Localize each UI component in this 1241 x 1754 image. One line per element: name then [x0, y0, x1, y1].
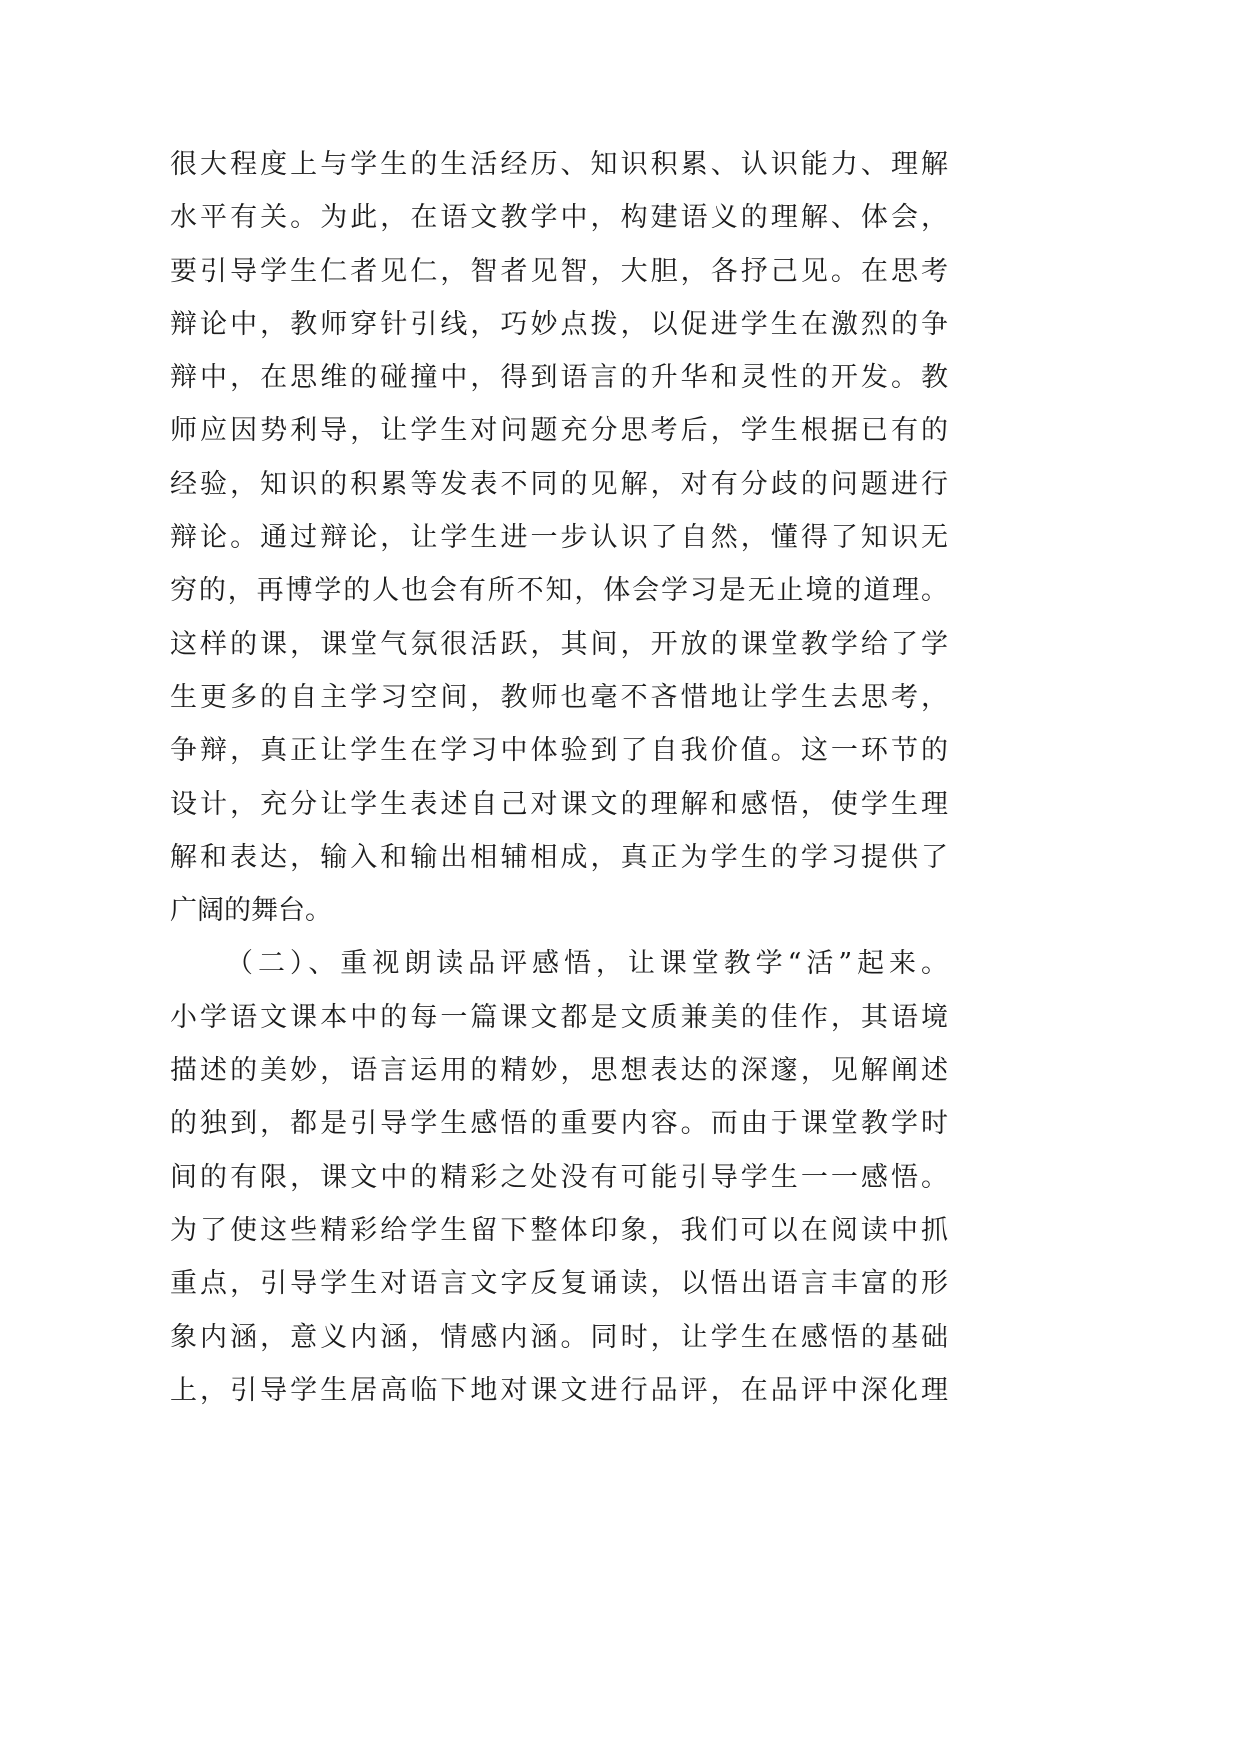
text-line: 辩论。通过辩论，让学生进一步认识了自然，懂得了知识无	[170, 522, 948, 554]
text-line: 广阔的舞台。	[170, 895, 332, 927]
document-body	[170, 138, 948, 1417]
text-line: 辩中，在思维的碰撞中，得到语言的升华和灵性的开发。教	[170, 362, 948, 394]
text-line: 辩论中，教师穿针引线，巧妙点拨，以促进学生在激烈的争	[170, 308, 948, 340]
text-line: 争辩，真正让学生在学习中体验到了自我价值。这一环节的	[170, 735, 948, 767]
text-line: 间的有限，课文中的精彩之处没有可能引导学生一一感悟。	[170, 1161, 948, 1193]
text-line: 水平有关。为此，在语文教学中，构建语义的理解、体会，	[170, 202, 948, 234]
text-line: 描述的美妙，语言运用的精妙，思想表达的深邃，见解阐述	[170, 1055, 948, 1087]
text-line: 小学语文课本中的每一篇课文都是文质兼美的佳作，其语境	[170, 1001, 948, 1033]
text-line: 象内涵，意义内涵，情感内涵。同时，让学生在感悟的基础	[170, 1321, 948, 1353]
text-line: 生更多的自主学习空间，教师也毫不吝惜地让学生去思考，	[170, 681, 948, 713]
text-line: 重点，引导学生对语言文字反复诵读，以悟出语言丰富的形	[170, 1268, 948, 1300]
text-line: 经验，知识的积累等发表不同的见解，对有分歧的问题进行	[170, 468, 948, 500]
text-line: 要引导学生仁者见仁，智者见智，大胆，各抒己见。在思考	[170, 255, 948, 287]
section-heading: （二）、重视朗读品评感悟，让课堂教学“活”起来。	[226, 948, 948, 980]
text-line: 的独到，都是引导学生感悟的重要内容。而由于课堂教学时	[170, 1108, 948, 1140]
text-line: 这样的课，课堂气氛很活跃，其间，开放的课堂教学给了学	[170, 628, 948, 660]
text-line: 解和表达，输入和输出相辅相成，真正为学生的学习提供了	[170, 841, 948, 873]
text-line: 穷的，再博学的人也会有所不知，体会学习是无止境的道理。	[170, 575, 948, 607]
paragraph-2	[170, 991, 948, 1417]
text-line: 很大程度上与学生的生活经历、知识积累、认识能力、理解	[170, 149, 948, 180]
paragraph-1	[170, 138, 948, 937]
text-line: 师应因势利导，让学生对问题充分思考后，学生根据已有的	[170, 415, 948, 447]
text-line: 为了使这些精彩给学生留下整体印象，我们可以在阅读中抓	[170, 1214, 948, 1246]
text-line: 上，引导学生居高临下地对课文进行品评，在品评中深化理	[170, 1374, 948, 1406]
text-line: 设计，充分让学生表述自己对课文的理解和感悟，使学生理	[170, 788, 948, 820]
